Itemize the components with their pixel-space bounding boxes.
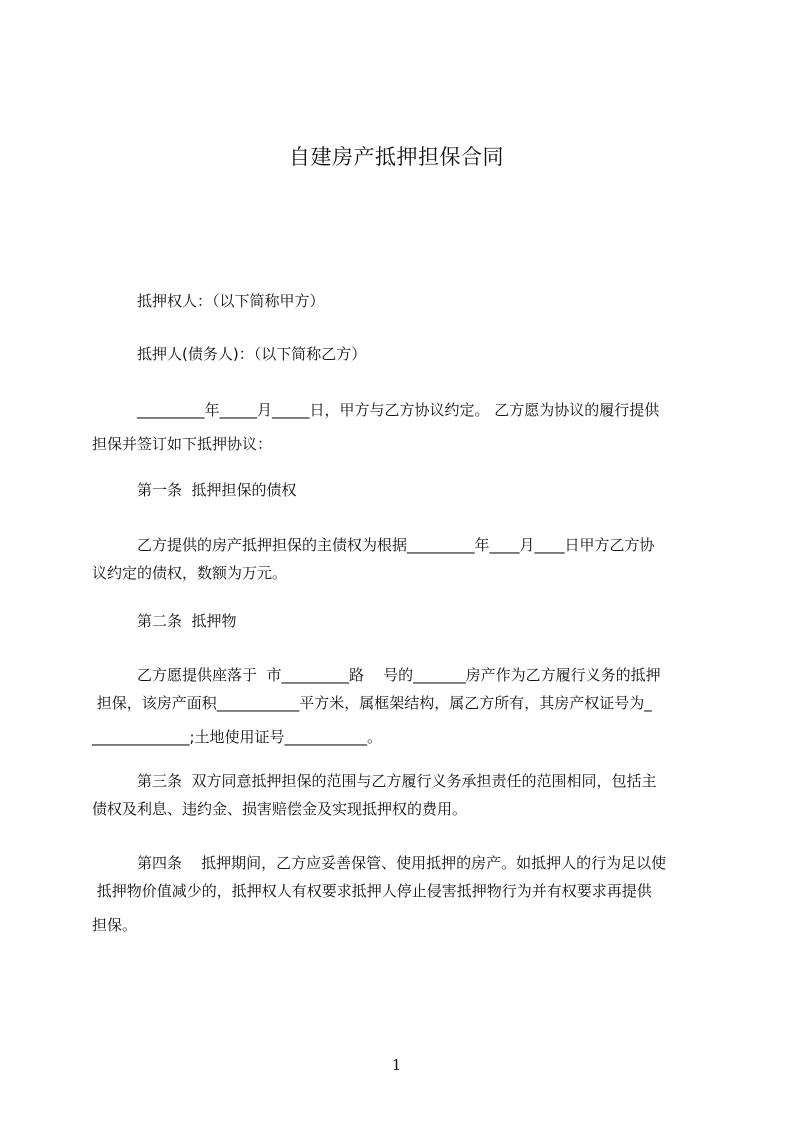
debtor-line: 抵押人(债务人)：（以下简称乙方）: [137, 345, 367, 363]
intro-line-2: 担保并签订如下抵押协议：: [92, 435, 273, 453]
article3-line-2: 债权及利息、违约金、损害赔偿金及实现抵押权的费用。: [92, 800, 468, 818]
article1-line-2: 议约定的债权，数额为万元。: [92, 564, 288, 582]
document-title: 自建房产抵押担保合同: [289, 145, 504, 169]
article3-paragraph-cont: [92, 792, 467, 826]
intro-paragraph-cont: [92, 427, 272, 461]
article3-line-1: 第三条 双方同意抵押担保的范围与乙方履行义务承担责任的范围相同，包括主: [137, 772, 657, 790]
article2-heading: 第二条 抵押物: [137, 612, 237, 630]
article2-line-1: 乙方愿提供座落于 市_________路 号的_______房产作为乙方履行义务的抵押: [137, 666, 661, 684]
article1-line-1: 乙方提供的房产抵押担保的主债权为根据_________年____月____日甲方乙方协: [137, 536, 655, 554]
article4-line-2: 抵押物价值减少的，抵押权人有权要求抵押人停止侵害抵押物行为并有权要求再提供: [92, 882, 652, 900]
article2-paragraph-cont: [92, 686, 652, 754]
article4-paragraph-cont: [92, 874, 652, 942]
article2-line-2: 担保，该房产面积___________平方米，属框架结构，属乙方所有，其房产权证号为_: [92, 694, 652, 712]
page-number: 1: [391, 1056, 402, 1074]
article4-line-1: 第四条 抵押期间，乙方应妥善保管、使用抵押的房产。如抵押人的行为足以使: [137, 854, 667, 872]
intro-line-1: _________年_____月_____日，甲方与乙方协议约定。 乙方愿为协议的履行提供: [137, 401, 660, 419]
intro-paragraph: [137, 393, 659, 427]
creditor-line: 抵押权人：（以下简称甲方）: [137, 292, 325, 310]
article1-heading: 第一条 抵押担保的债权: [137, 481, 297, 499]
article1-paragraph-cont: [92, 556, 287, 590]
article2-line-3: _____________;土地使用证号___________。: [92, 728, 383, 746]
article4-line-3: 担保。: [92, 916, 138, 934]
